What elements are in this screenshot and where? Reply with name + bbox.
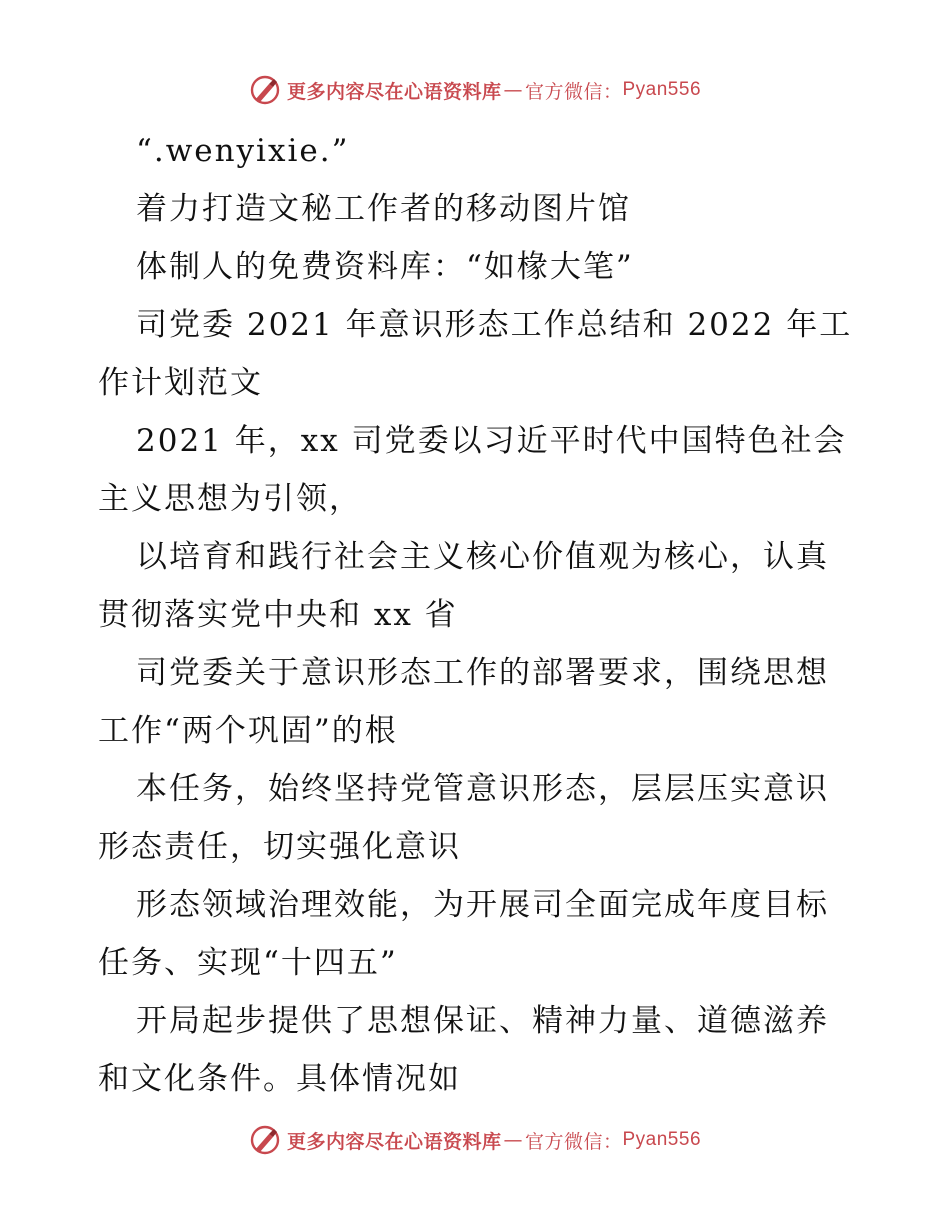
paragraph-line: 司党委 2021 年意识形态工作总结和 2022 年工: [136, 307, 853, 343]
paragraph-line: 司党委关于意识形态工作的部署要求，围绕思想: [136, 655, 829, 691]
banner-brand-text: 更多内容尽在心语资料库: [286, 80, 502, 103]
paragraph-line: 形态领域治理效能，为开展司全面完成年度目标: [136, 887, 829, 923]
paragraph: [98, 412, 858, 528]
banner-wechat-id: Pyan556: [622, 1129, 702, 1150]
paragraph: [98, 180, 858, 238]
banner-wechat-id: Pyan556: [622, 79, 702, 100]
paragraph: [98, 296, 858, 412]
banner-separator: —: [503, 1129, 523, 1151]
paragraph-line: 开局起步提供了思想保证、精神力量、道德滋养: [136, 1003, 829, 1039]
paragraph-line: 任务、实现“十四五”: [98, 945, 398, 981]
paragraph-line: 本任务，始终坚持党管意识形态，层层压实意识: [136, 771, 829, 807]
paragraph-line: 形态责任，切实强化意识: [98, 829, 461, 865]
header-watermark-banner: [0, 70, 950, 110]
paragraph: [98, 876, 858, 992]
document-body: [98, 122, 858, 1108]
paragraph-line: 以培育和践行社会主义核心价值观为核心，认真: [136, 539, 829, 575]
paragraph: [98, 238, 858, 296]
paragraph-line: 体制人的免费资料库：“如椽大笔”: [136, 249, 634, 285]
banner-brand-text: 更多内容尽在心语资料库: [286, 1130, 502, 1153]
paragraph: [98, 992, 858, 1108]
red-pen-circle-logo-icon: [249, 74, 281, 106]
paragraph-line: 2021 年，xx 司党委以习近平时代中国特色社会: [136, 423, 847, 459]
paragraph-line: 主义思想为引领，: [98, 481, 362, 517]
paragraph-line: “.wenyixie.”: [136, 133, 350, 169]
banner-separator: —: [503, 79, 523, 101]
banner-suffix: 官方微信：: [524, 80, 623, 103]
paragraph-line: 贯彻落实党中央和 xx 省: [98, 597, 458, 633]
paragraph-line: 着力打造文秘工作者的移动图片馆: [136, 191, 631, 227]
banner-suffix: 官方微信：: [524, 1130, 623, 1153]
paragraph: [98, 760, 858, 876]
red-pen-circle-logo-icon: [249, 1124, 281, 1156]
paragraph-line: 作计划范文: [98, 365, 263, 401]
paragraph: [98, 644, 858, 760]
paragraph-line: 工作“两个巩固”的根: [98, 713, 398, 749]
paragraph: [98, 528, 858, 644]
paragraph: [98, 122, 858, 180]
paragraph-line: 和文化条件。具体情况如: [98, 1061, 461, 1097]
footer-watermark-banner: [0, 1120, 950, 1160]
